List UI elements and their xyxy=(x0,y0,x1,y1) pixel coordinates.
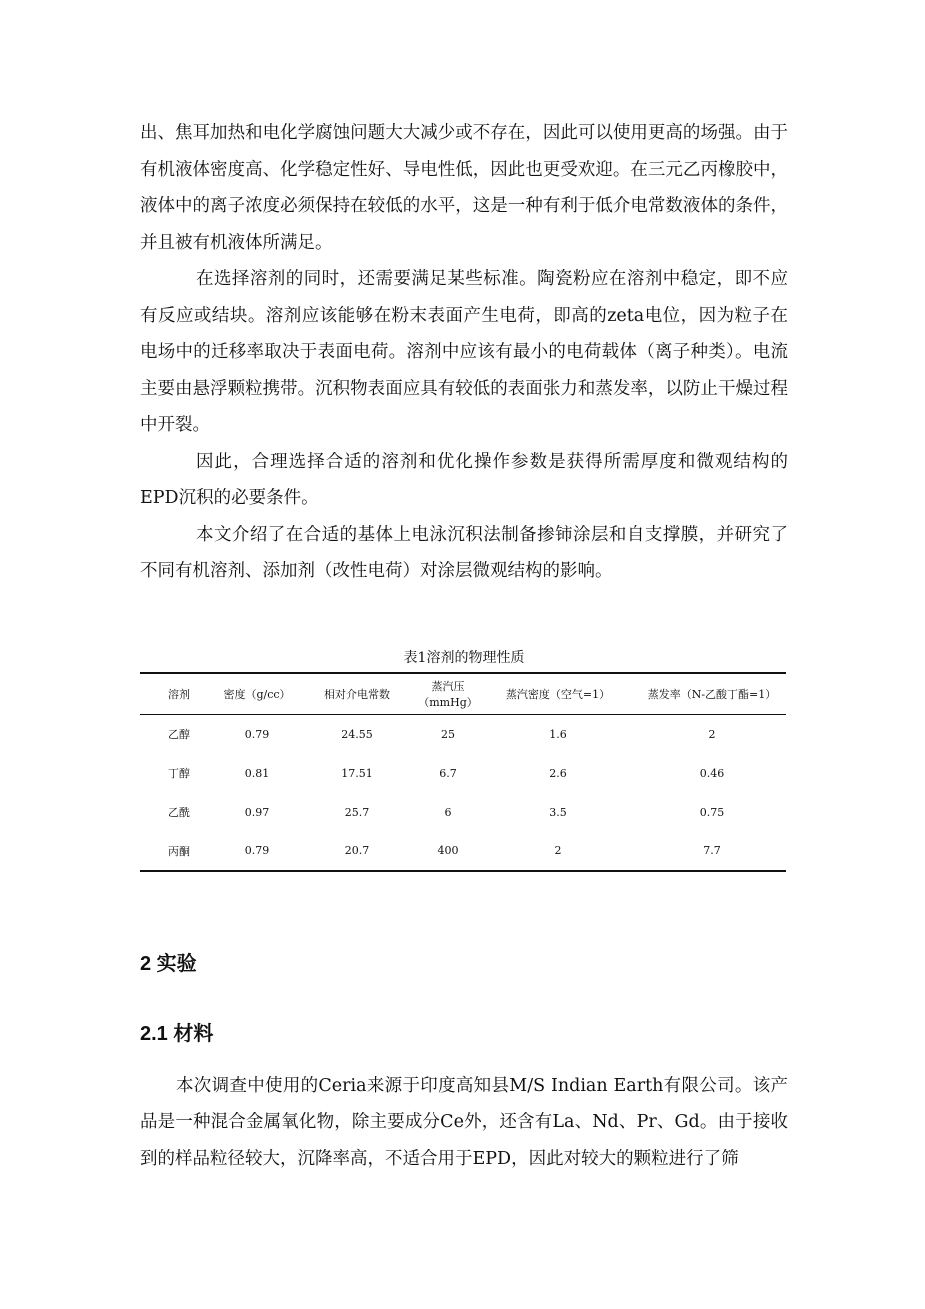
table-cell: 24.55 xyxy=(341,727,373,741)
header-cell: 蒸发率（N-乙酸丁酯=1） xyxy=(647,687,777,701)
section-heading-materials: 2.1 材料 xyxy=(140,1022,214,1045)
table-cell: 2.6 xyxy=(549,766,567,780)
table-row xyxy=(140,715,786,754)
table-cell: 2 xyxy=(708,727,716,741)
table-cell: 25.7 xyxy=(344,805,370,819)
table-cell: 0.79 xyxy=(244,727,270,741)
header-cell: 密度（g/cc） xyxy=(223,687,291,701)
table-cell: 6.7 xyxy=(439,766,457,780)
table-row xyxy=(140,832,786,871)
table-row xyxy=(140,793,786,832)
table-cell: 7.7 xyxy=(703,844,721,857)
table-cell: 0.46 xyxy=(699,766,725,780)
paragraph-field-strength: 出、焦耳加热和电化学腐蚀问题大大减少或不存在，因此可以使用更高的场强。由于有机液体密度高、化学稳定性好、导电性低，因此也更受欢迎。在三元乙丙橡胶中，液体中的离子浓度必须保持在较低的水平，这是一种有利于低介电常数液体的条件，并且被有机液体所满足。 xyxy=(140,123,788,253)
table-cell: 17.51 xyxy=(341,766,373,780)
table-cell: 0.79 xyxy=(244,844,270,857)
table-cell: 0.81 xyxy=(244,766,270,780)
table-cell: 25 xyxy=(441,727,455,741)
table-cell: 丁醇 xyxy=(168,767,190,780)
table-row xyxy=(140,754,786,793)
table-cell: 0.97 xyxy=(244,805,270,819)
table-cell: 400 xyxy=(437,844,459,857)
table-cell: 乙醇 xyxy=(168,728,190,742)
table-cell: 2 xyxy=(554,844,562,857)
solvent-properties-table xyxy=(140,672,786,872)
table-cell: 1.6 xyxy=(549,727,567,741)
table-cell: 6 xyxy=(444,805,452,819)
document-page xyxy=(140,115,788,1177)
section-heading-experiment: 2 实验 xyxy=(140,952,197,975)
table-cell: 3.5 xyxy=(549,805,567,819)
header-cell: 溶剂 xyxy=(168,687,190,701)
header-cell: 蒸汽压（mmHg） xyxy=(418,679,478,709)
table-cell: 丙酮 xyxy=(168,844,190,858)
table-cell: 20.7 xyxy=(344,844,370,857)
header-cell: 蒸汽密度（空气=1） xyxy=(505,687,611,701)
table-cell: 乙酰 xyxy=(168,806,190,819)
paragraph-solvent-criteria: 在选择溶剂的同时，还需要满足某些标准。陶瓷粉应在溶剂中稳定，即不应有反应或结块。溶剂应该能够在粉末表面产生电荷，即高的zeta电位，因为粒子在电场中的迁移率取决于表面电荷。溶剂中应该有最小的电荷载体（离子种类）。电流主要由悬浮颗粒携带。沉积物表面应具有较低的表面张力和蒸发率，以防止干燥过程中开裂。 xyxy=(140,269,788,435)
paragraph-materials: 本次调查中使用的Ceria来源于印度高知县M/S Indian Earth有限公司。该产品是一种混合金属氧化物，除主要成分Ce外，还含有La、Nd、Pr、Gd。由于接收到的样品粒径较大，沉降率高，不适合用于EPD，因此对较大的颗粒进行了筛 xyxy=(140,1075,788,1169)
paragraph-introduction: 本文介绍了在合适的基体上电泳沉积法制备掺铈涂层和自支撑膜，并研究了不同有机溶剂、添加剂（改性电荷）对涂层微观结构的影响。 xyxy=(140,524,788,581)
header-cell: 相对介电常数 xyxy=(324,687,390,701)
table-cell: 0.75 xyxy=(699,805,725,819)
table-header-row xyxy=(140,673,786,715)
table-caption: 表1溶剂的物理性质 xyxy=(403,649,525,666)
paragraph-conclusion: 因此，合理选择合适的溶剂和优化操作参数是获得所需厚度和微观结构的EPD沉积的必要条件。 xyxy=(140,451,788,508)
